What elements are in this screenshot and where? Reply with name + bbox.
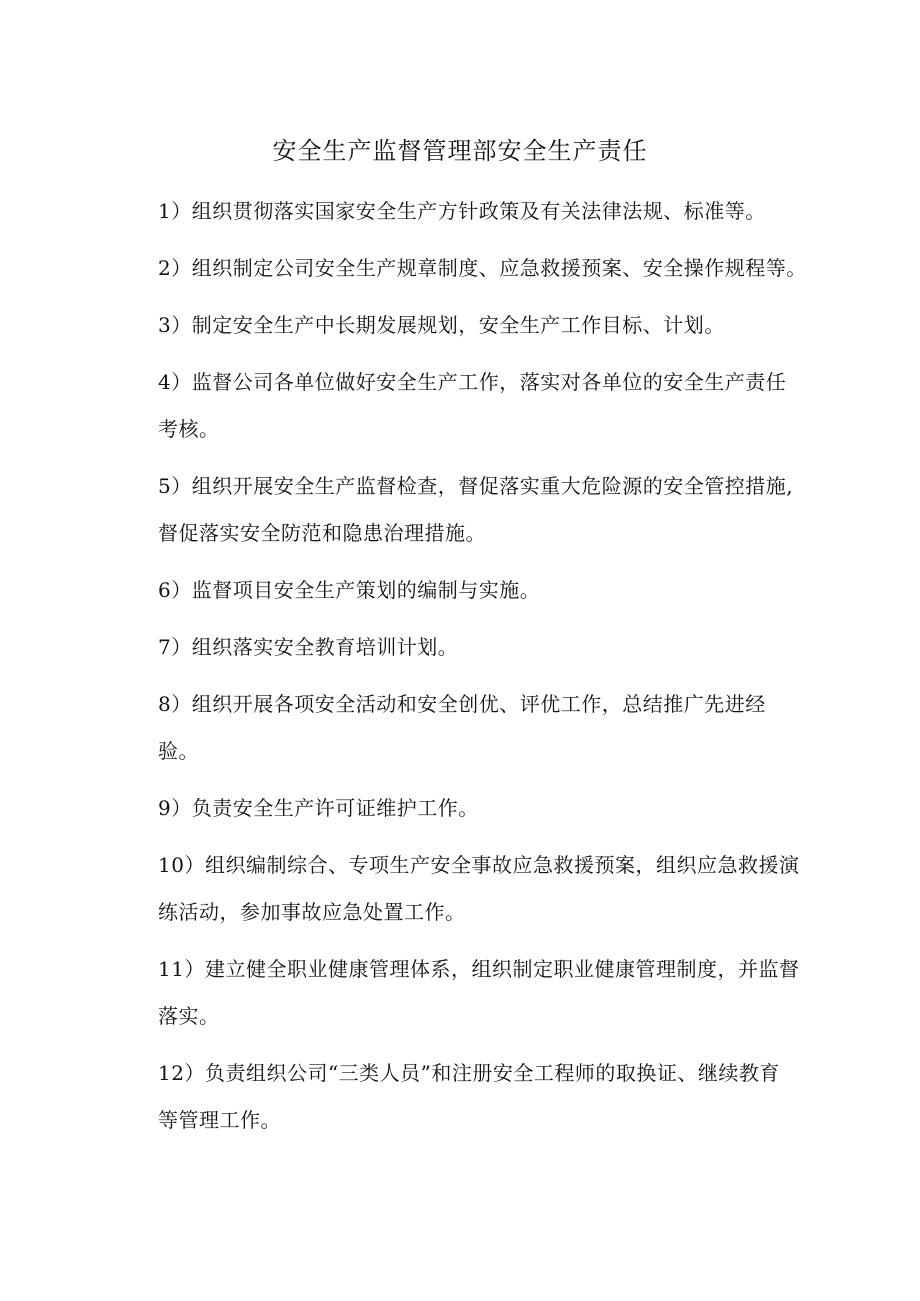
list-item [158, 463, 858, 557]
document-title: 安全生产监督管理部安全生产责任 [272, 137, 648, 165]
list-item-line: 1）组织贯彻落实国家安全生产方针政策及有关法律法规、标准等。 [158, 199, 766, 223]
list-item [158, 245, 858, 292]
list-item [158, 842, 858, 936]
list-item [158, 681, 858, 775]
list-item [158, 785, 858, 832]
list-item-line: 落实。 [158, 1004, 220, 1028]
list-item-line: 等管理工作。 [158, 1108, 281, 1132]
list-item-line: 9）负责安全生产许可证维护工作。 [158, 796, 479, 820]
list-item-line: 4）监督公司各单位做好安全生产工作，落实对各单位的安全生产责任 [158, 370, 787, 394]
list-item [158, 1050, 858, 1144]
list-item-line: 5）组织开展安全生产监督检查，督促落实重大危险源的安全管控措施, [158, 474, 794, 498]
list-item-line: 验。 [158, 739, 199, 763]
list-item [158, 359, 858, 453]
list-item [158, 624, 858, 671]
list-item-line: 6）监督项目安全生产策划的编制与实施。 [158, 578, 541, 602]
list-item [158, 567, 858, 614]
list-item-line: 3）制定安全生产中长期发展规划，安全生产工作目标、计划。 [158, 313, 725, 337]
list-item-line: 12）负责组织公司“三类人员”和注册安全工程师的取换证、继续教育 [158, 1061, 780, 1085]
responsibility-list [158, 188, 858, 1154]
list-item [158, 188, 858, 235]
list-item-line: 7）组织落实安全教育培训计划。 [158, 635, 459, 659]
list-item [158, 302, 858, 349]
list-item [158, 946, 858, 1040]
list-item-line: 10）组织编制综合、专项生产安全事故应急救援预案，组织应急救援演 [158, 853, 800, 877]
list-item-line: 8）组织开展各项安全活动和安全创优、评优工作，总结推广先进经 [158, 692, 766, 716]
list-item-line: 11）建立健全职业健康管理体系，组织制定职业健康管理制度，并监督 [158, 957, 800, 981]
list-item-line: 考核。 [158, 417, 220, 441]
list-item-line: 2）组织制定公司安全生产规章制度、应急救援预案、安全操作规程等。 [158, 256, 807, 280]
list-item-line: 练活动，参加事故应急处置工作。 [158, 900, 466, 924]
list-item-line: 督促落实安全防范和隐患治理措施。 [158, 521, 486, 545]
